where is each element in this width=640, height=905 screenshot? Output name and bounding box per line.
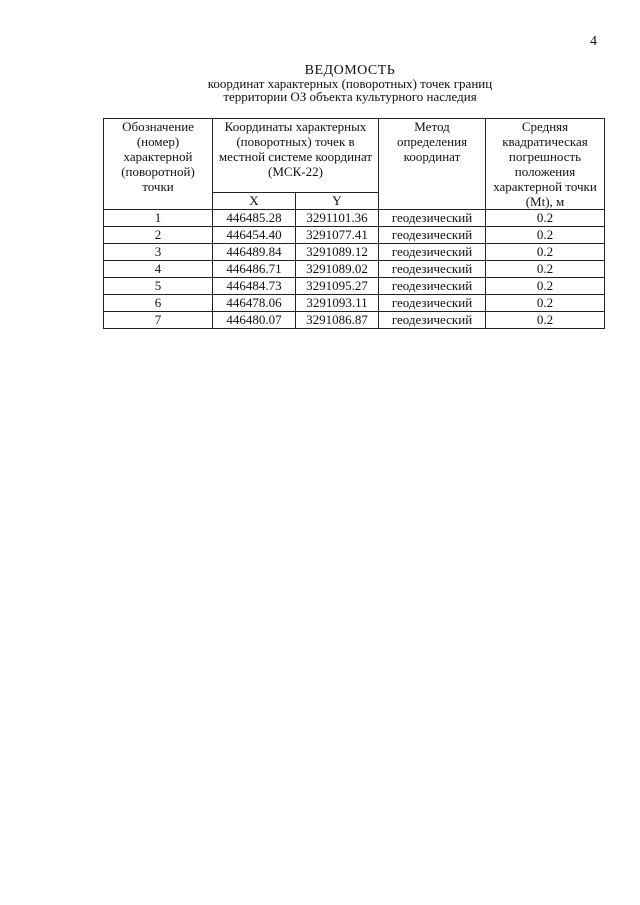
table-row (104, 244, 605, 261)
header-error: Средняя квадратическая погрешность положения характерной точки (Mt), м (486, 119, 605, 210)
table-row (104, 278, 605, 295)
cell-y: 3291089.02 (296, 261, 379, 278)
cell-y: 3291089.12 (296, 244, 379, 261)
table-row (104, 210, 605, 227)
cell-x: 446480.07 (213, 312, 296, 329)
cell-point: 7 (104, 312, 213, 329)
cell-point: 6 (104, 295, 213, 312)
cell-method: геодезический (379, 244, 486, 261)
header-point: Обозначение (номер) характерной (поворотной) точки (104, 119, 213, 210)
cell-point: 1 (104, 210, 213, 227)
page-number: 4 (590, 34, 597, 49)
cell-y: 3291086.87 (296, 312, 379, 329)
cell-point: 2 (104, 227, 213, 244)
cell-error: 0.2 (486, 278, 605, 295)
cell-y: 3291077.41 (296, 227, 379, 244)
table-row (104, 261, 605, 278)
cell-point: 3 (104, 244, 213, 261)
cell-x: 446489.84 (213, 244, 296, 261)
header-method: Метод определения координат (379, 119, 486, 210)
cell-method: геодезический (379, 312, 486, 329)
header-coords: Координаты характерных (поворотных) точек в местной системе координат (МСК-22) (213, 119, 379, 193)
cell-x: 446484.73 (213, 278, 296, 295)
header-y: Y (296, 193, 379, 210)
cell-error: 0.2 (486, 210, 605, 227)
title-line-1: координат характерных (поворотных) точек границ (207, 76, 493, 91)
cell-x: 446478.06 (213, 295, 296, 312)
table-row (104, 295, 605, 312)
cell-error: 0.2 (486, 261, 605, 278)
cell-y: 3291095.27 (296, 278, 379, 295)
cell-method: геодезический (379, 227, 486, 244)
header-x: X (213, 193, 296, 210)
cell-error: 0.2 (486, 312, 605, 329)
cell-point: 4 (104, 261, 213, 278)
cell-method: геодезический (379, 210, 486, 227)
cell-error: 0.2 (486, 244, 605, 261)
cell-method: геодезический (379, 278, 486, 295)
cell-point: 5 (104, 278, 213, 295)
cell-method: геодезический (379, 261, 486, 278)
cell-method: геодезический (379, 295, 486, 312)
cell-y: 3291093.11 (296, 295, 379, 312)
cell-x: 446485.28 (213, 210, 296, 227)
cell-x: 446454.40 (213, 227, 296, 244)
cell-error: 0.2 (486, 295, 605, 312)
document-title (150, 64, 550, 103)
cell-x: 446486.71 (213, 261, 296, 278)
cell-y: 3291101.36 (296, 210, 379, 227)
table-row (104, 312, 605, 329)
title-line-2: территории ОЗ объекта культурного наследия (223, 89, 477, 104)
coordinates-table (103, 118, 605, 329)
table-row (104, 227, 605, 244)
cell-error: 0.2 (486, 227, 605, 244)
title-main: ВЕДОМОСТЬ (304, 63, 396, 78)
